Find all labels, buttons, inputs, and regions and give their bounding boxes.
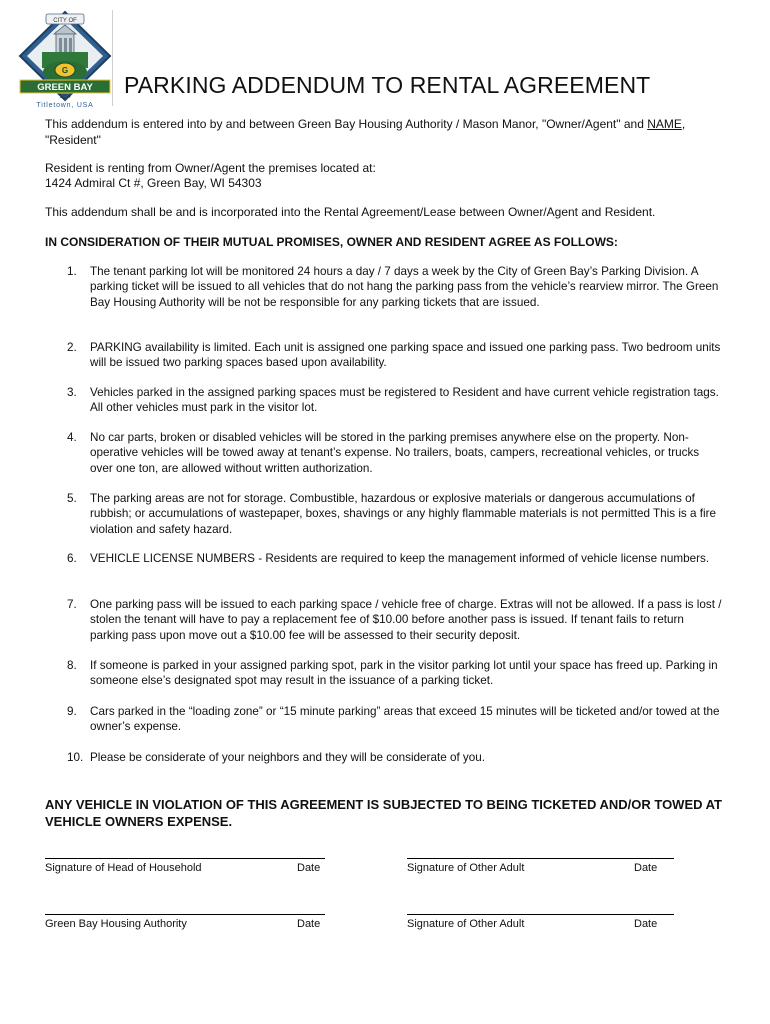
premises-line: Resident is renting from Owner/Agent the premises located at: — [45, 161, 376, 175]
other-adult-signature-line[interactable] — [407, 858, 674, 859]
other-adult-2-label: Signature of Other Adult — [407, 918, 525, 930]
date-label: Date — [297, 918, 321, 930]
svg-text:G: G — [61, 66, 69, 75]
seal-banner-text: GREEN BAY — [37, 82, 93, 93]
term-item — [45, 264, 725, 310]
resident-name-field: NAME — [647, 117, 682, 131]
premises-address: 1424 Admiral Ct #, Green Bay, WI 54303 — [45, 176, 262, 190]
intro-text-start: This addendum is entered into by and between Green Bay Housing Authority / Mason Manor, "Owner/Agent" and — [45, 117, 648, 131]
term-number: 10. — [67, 751, 84, 764]
housing-authority-label: Green Bay Housing Authority — [45, 918, 187, 930]
term-text: The tenant parking lot will be monitored 24 hours a day / 7 days a week by the City of Green Bay’s Parking Division. A parking ticket will be issued to all vehicles that do not hang the parking pass from the vehicle’s rearview mirror. The Green Bay Housing Authority will be not be responsible for any parking tickets that are issued. — [90, 265, 719, 309]
intro-text-end: , "Resident" — [45, 117, 686, 147]
term-number: 5. — [67, 492, 77, 505]
term-text: If someone is parked in your assigned parking spot, park in the visitor parking lot until your space has freed up. Parking in someone else’s designated spot may result in the issuance of a parking ticket. — [90, 659, 718, 688]
term-number: 1. — [67, 265, 77, 278]
head-of-household-signature-line[interactable] — [45, 858, 325, 859]
term-text: One parking pass will be issued to each parking space / vehicle free of charge. Extras will not be allowed. If a pass is lost / stolen the tenant will have to pay a replacement fee of $10.00 before another pass is issued. If tenant fails to return parking pass upon move out a $10.00 fee will be assessed to their security deposit. — [90, 598, 722, 642]
term-number: 8. — [67, 659, 77, 672]
seal-year: 1854 — [59, 94, 71, 100]
consideration-heading: IN CONSIDERATION OF THEIR MUTUAL PROMISES, OWNER AND RESIDENT AGREE AS FOLLOWS: — [45, 235, 618, 249]
term-number: 6. — [67, 552, 77, 565]
term-text: Please be considerate of your neighbors and they will be considerate of you. — [90, 751, 486, 764]
head-of-household-label: Signature of Head of Household — [45, 862, 202, 874]
term-text: No car parts, broken or disabled vehicles will be stored in the parking premises anywhere else on the property. Non-operative vehicles will be towed away at tenant’s expense. No trailers, boats, campers, recreational vehicles, or trucks over one ton, are allowed without written authorization. — [90, 431, 700, 475]
term-text: VEHICLE LICENSE NUMBERS - Residents are required to keep the management informed of vehicle license numbers. — [90, 552, 710, 565]
document-title: PARKING ADDENDUM TO RENTAL AGREEMENT — [124, 72, 651, 98]
term-number: 7. — [67, 598, 77, 611]
other-adult-2-signature-line[interactable] — [407, 914, 674, 915]
term-item — [45, 704, 725, 735]
incorporation-paragraph: This addendum shall be and is incorporated into the Rental Agreement/Lease between Owner/Agent and Resident. — [45, 205, 656, 219]
term-item — [45, 340, 725, 371]
term-text: The parking areas are not for storage. Combustible, hazardous or explosive materials or dangerous accumulations of rubbish; or accumulations of wastepaper, boxes, shavings or any highly flammable materials is not permitted This is a fire violation and safety hazard. — [90, 492, 717, 536]
term-item — [45, 658, 725, 689]
term-text: Cars parked in the “loading zone” or “15 minute parking” areas that exceed 15 minutes will be ticketed and/or towed at the owner’s expense. — [90, 705, 720, 734]
intro-paragraph — [45, 116, 735, 148]
term-number: 2. — [67, 341, 77, 354]
seal-bottom-text: Titletown, USA — [36, 102, 94, 109]
seal-top-text: CITY OF — [53, 18, 77, 24]
term-item — [45, 385, 725, 416]
term-item — [45, 750, 725, 765]
date-label: Date — [634, 918, 658, 930]
seal-divider — [112, 10, 113, 106]
city-seal-logo — [14, 10, 116, 110]
premises-paragraph — [45, 161, 735, 191]
term-number: 9. — [67, 705, 77, 718]
term-item — [45, 430, 725, 476]
other-adult-label: Signature of Other Adult — [407, 862, 525, 874]
housing-authority-signature-line[interactable] — [45, 914, 325, 915]
date-label: Date — [634, 862, 658, 874]
term-item — [45, 551, 725, 566]
term-item — [45, 597, 725, 643]
term-number: 3. — [67, 386, 77, 399]
date-label: Date — [297, 862, 321, 874]
term-text: Vehicles parked in the assigned parking spaces must be registered to Resident and have current vehicle registration tags. All other vehicles must park in the visitor lot. — [90, 386, 719, 415]
term-item — [45, 491, 725, 537]
term-text: PARKING availability is limited. Each unit is assigned one parking space and issued one parking pass. Two bedroom units will be issued two parking spaces based upon availability. — [90, 341, 721, 370]
term-number: 4. — [67, 431, 77, 444]
violation-warning: ANY VEHICLE IN VIOLATION OF THIS AGREEMENT IS SUBJECTED TO BEING TICKETED AND/OR TOWED AT VEHICLE OWNERS EXPENSE. — [45, 797, 723, 829]
